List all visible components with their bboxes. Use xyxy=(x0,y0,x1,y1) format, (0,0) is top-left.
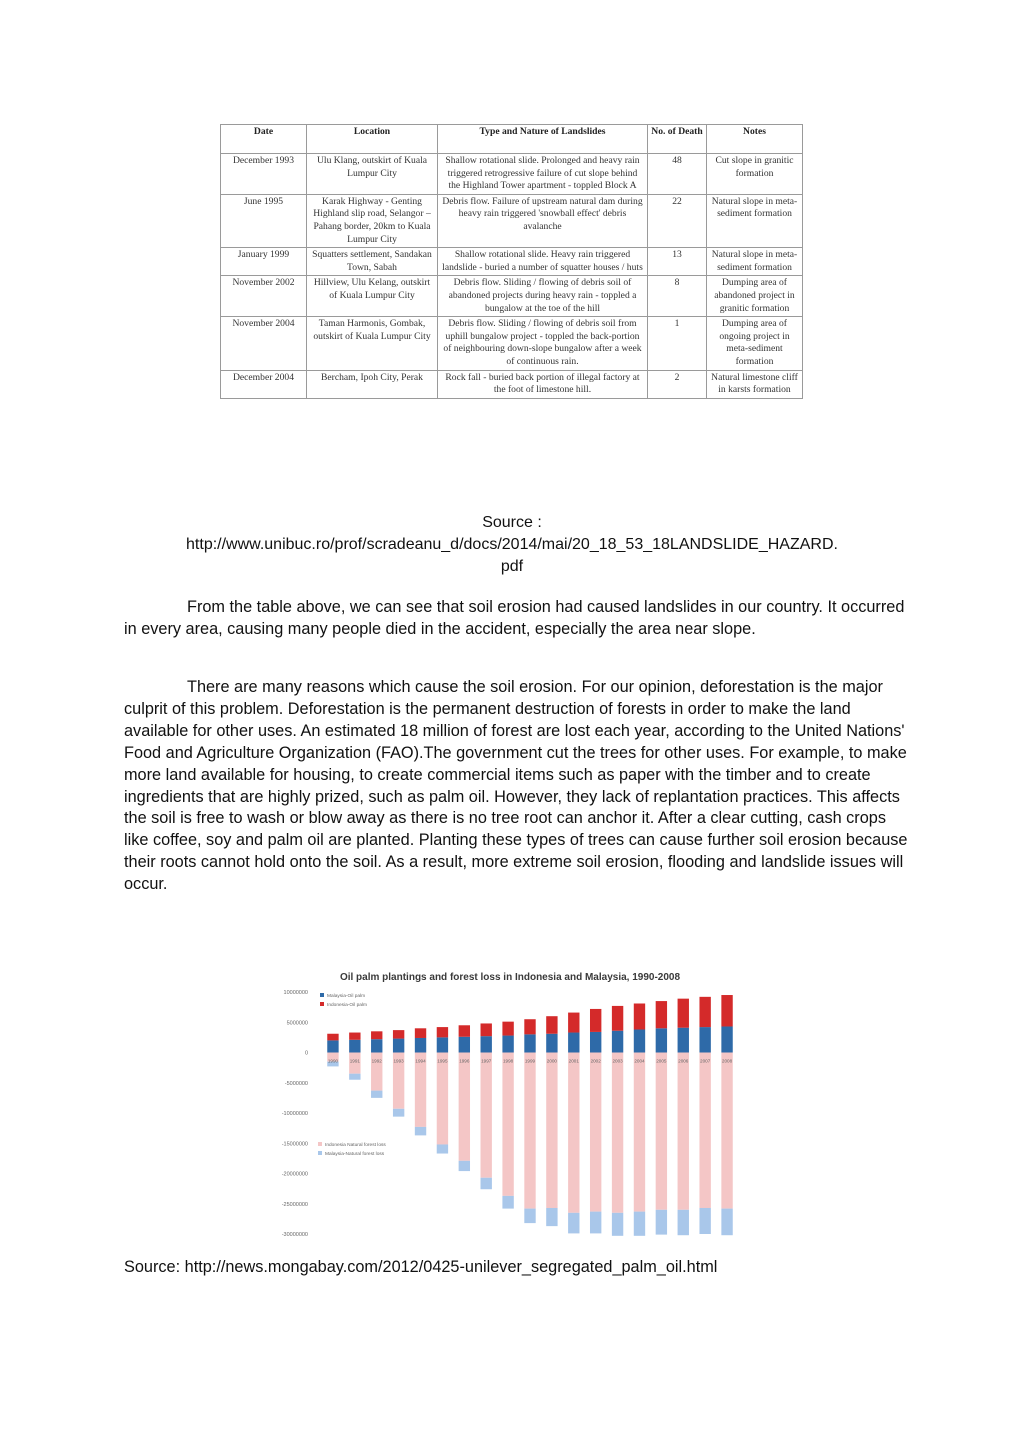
x-tick-label: 1992 xyxy=(371,1058,382,1064)
table-source-citation xyxy=(110,512,914,578)
bar-segment xyxy=(721,1053,732,1209)
cell-deaths: 8 xyxy=(648,276,707,317)
bar-segment xyxy=(546,1016,557,1034)
table-row xyxy=(221,317,803,370)
cell-deaths: 48 xyxy=(648,154,707,195)
bar-segment xyxy=(371,1031,382,1039)
x-tick-label: 1999 xyxy=(524,1058,536,1064)
x-tick-label: 2006 xyxy=(678,1058,689,1064)
bar-segment xyxy=(524,1053,535,1209)
bar-segment xyxy=(546,1034,557,1053)
table-row xyxy=(221,370,803,398)
legend-swatch xyxy=(320,993,324,997)
bar-segment xyxy=(634,1003,645,1029)
bar-segment xyxy=(656,1210,667,1235)
header-deaths: No. of Death xyxy=(648,125,707,154)
bar-segment xyxy=(437,1027,448,1037)
cell-notes: Natural slope in meta-sediment formation xyxy=(707,194,803,247)
cell-type: Rock fall - buried back portion of illegal factory at the foot of limestone hill. xyxy=(438,370,648,398)
bar-segment xyxy=(415,1038,426,1053)
x-tick-label: 2000 xyxy=(546,1058,558,1064)
legend-label: Malaysia-Natural forest loss xyxy=(325,1152,385,1157)
cell-location: Karak Highway - Genting Highland slip road, Selangor – Pahang border, 20km to Kuala Lumpur City xyxy=(307,194,438,247)
header-type: Type and Nature of Landslides xyxy=(438,125,648,154)
table-row xyxy=(221,154,803,195)
x-tick-label: 1994 xyxy=(415,1058,426,1064)
x-tick-label: 1995 xyxy=(437,1058,448,1064)
y-tick-label: 10000000 xyxy=(283,990,308,996)
bar-segment xyxy=(568,1213,579,1234)
cell-type: Debris flow. Failure of upstream natural dam during heavy rain triggered 'snowball effect' debris avalanche xyxy=(438,194,648,247)
bar-segment xyxy=(415,1028,426,1038)
table-row xyxy=(221,248,803,276)
cell-deaths: 22 xyxy=(648,194,707,247)
cell-location: Ulu Klang, outskirt of Kuala Lumpur City xyxy=(307,154,438,195)
bar-segment xyxy=(371,1039,382,1052)
source-label: Source : xyxy=(482,514,542,531)
bar-segment xyxy=(459,1025,470,1036)
bar-segment xyxy=(678,1210,689,1235)
landslide-table xyxy=(220,124,803,399)
bar-segment xyxy=(327,1034,338,1041)
bar-segment xyxy=(502,1196,513,1209)
cell-location: Hillview, Ulu Kelang, outskirt of Kuala Lumpur City xyxy=(307,276,438,317)
bar-segment xyxy=(459,1037,470,1053)
cell-date: December 2004 xyxy=(221,370,307,398)
body-paragraph-1 xyxy=(124,597,908,641)
bar-segment xyxy=(349,1033,360,1040)
bar-segment xyxy=(678,999,689,1028)
bar-segment xyxy=(634,1030,645,1053)
bar-segment xyxy=(590,1053,601,1212)
legend-swatch xyxy=(320,1002,324,1006)
bar-segment xyxy=(393,1039,404,1053)
cell-date: November 2004 xyxy=(221,317,307,370)
cell-type: Shallow rotational slide. Heavy rain triggered landslide - buried a number of squatter houses / huts xyxy=(438,248,648,276)
header-notes: Notes xyxy=(707,125,803,154)
table-row xyxy=(221,276,803,317)
cell-location: Bercham, Ipoh City, Perak xyxy=(307,370,438,398)
cell-location: Taman Harmonis, Gombak, outskirt of Kuala Lumpur City xyxy=(307,317,438,370)
cell-deaths: 13 xyxy=(648,248,707,276)
bar-segment xyxy=(721,1026,732,1052)
body-paragraph-2 xyxy=(124,677,908,896)
cell-type: Shallow rotational slide. Prolonged and heavy rain triggered retrogressive failure of cut slope behind the Highland Tower apartment - toppled Block A xyxy=(438,154,648,195)
bar-segment xyxy=(481,1023,492,1036)
bar-segment xyxy=(699,1053,710,1208)
cell-deaths: 2 xyxy=(648,370,707,398)
header-date: Date xyxy=(221,125,307,154)
paragraph-text: There are many reasons which cause the soil erosion. For our opinion, deforestation is the major culprit of this problem. Deforestation is the permanent destruction of forests in order to make the land available for other uses. An estimated 18 million of forest are lost each year, according to the United Nations' Food and Agriculture Organization (FAO).The government cut the trees for other uses. For example, to make more land available for housing, to create commercial items such as paper with the timber and to create ingredients that are highly prized, such as palm oil. However, they lack of replantation practices. This affects the soil is free to wash or blow away as there is no tree root can anchor it. After a clear cutting, cash crops like coffee, soy and palm oil are planted. Planting these types of trees can cause further soil erosion because their roots cannot hold onto the soil. As a result, more extreme soil erosion, flooding and landslide issues will occur. xyxy=(124,678,908,894)
y-tick-label: -20000000 xyxy=(281,1171,308,1178)
chart-source-citation: Source: http://news.mongabay.com/2012/0425-unilever_segregated_palm_oil.html xyxy=(124,1258,718,1276)
bar-segment xyxy=(699,997,710,1027)
bar-segment xyxy=(437,1037,448,1052)
bar-segment xyxy=(459,1161,470,1171)
y-tick-label: -5000000 xyxy=(284,1080,308,1087)
cell-type: Debris flow. Sliding / flowing of debris soil from uphill bungalow project - toppled the back-portion of neighbouring down-slope bungalow after a week of continuous rain. xyxy=(438,317,648,370)
legend-label: Malaysia-Oil palm xyxy=(327,994,366,999)
bar-segment xyxy=(612,1053,623,1213)
cell-location: Squatters settlement, Sandakan Town, Sabah xyxy=(307,248,438,276)
bar-segment xyxy=(481,1036,492,1052)
bar-segment xyxy=(699,1208,710,1234)
bar-segment xyxy=(437,1144,448,1153)
cell-deaths: 1 xyxy=(648,317,707,370)
bar-segment xyxy=(393,1030,404,1038)
y-tick-label: 0 xyxy=(304,1050,308,1057)
bar-segment xyxy=(612,1031,623,1053)
source-url-line2: pdf xyxy=(500,558,524,575)
bar-segment xyxy=(590,1212,601,1234)
x-tick-label: 1996 xyxy=(459,1058,470,1064)
x-tick-label: 2008 xyxy=(721,1058,733,1064)
bar-segment xyxy=(546,1208,557,1226)
table-header-row xyxy=(221,125,803,154)
bar-segment xyxy=(590,1009,601,1032)
header-location: Location xyxy=(307,125,438,154)
bar-segment xyxy=(415,1053,426,1127)
cell-notes: Dumping area of ongoing project in meta-sediment formation xyxy=(707,317,803,370)
bar-segment xyxy=(481,1053,492,1178)
bar-segment xyxy=(393,1109,404,1117)
bar-segment xyxy=(612,1006,623,1031)
cell-notes: Natural limestone cliff in karsts formation xyxy=(707,370,803,398)
bar-segment xyxy=(721,995,732,1026)
paragraph-text: From the table above, we can see that soil erosion had caused landslides in our country. It occurred in every area, causing many people died in the accident, especially the area near slope. xyxy=(124,598,905,638)
bar-segment xyxy=(502,1053,513,1196)
bar-segment xyxy=(568,1033,579,1053)
bar-segment xyxy=(502,1022,513,1036)
bar-segment xyxy=(349,1074,360,1080)
bar-segment xyxy=(437,1053,448,1145)
bar-segment xyxy=(524,1034,535,1052)
x-tick-label: 2002 xyxy=(590,1058,601,1064)
bar-segment xyxy=(721,1209,732,1236)
cell-date: December 1993 xyxy=(221,154,307,195)
x-tick-label: 2004 xyxy=(634,1058,645,1064)
x-tick-label: 1993 xyxy=(393,1058,404,1064)
table-row xyxy=(221,194,803,247)
bar-segment xyxy=(568,1053,579,1213)
x-tick-label: 1990 xyxy=(327,1058,339,1064)
x-tick-label: 1998 xyxy=(502,1058,514,1064)
bar-segment xyxy=(349,1040,360,1053)
x-tick-label: 1997 xyxy=(481,1058,492,1064)
cell-type: Debris flow. Sliding / flowing of debris soil of abandoned projects during heavy rain - toppled a bungalow at the toe of the hill xyxy=(438,276,648,317)
legend-label: Indonesia Natural forest loss xyxy=(325,1143,386,1148)
bar-segment xyxy=(415,1127,426,1135)
legend-label: Indonesia-Oil palm xyxy=(327,1003,367,1008)
oil-palm-forest-loss-chart xyxy=(258,962,742,1242)
cell-date: November 2002 xyxy=(221,276,307,317)
chart-title: Oil palm plantings and forest loss in Indonesia and Malaysia, 1990-2008 xyxy=(339,972,681,983)
cell-notes: Natural slope in meta-sediment formation xyxy=(707,248,803,276)
bar-segment xyxy=(459,1053,470,1161)
legend-swatch xyxy=(318,1142,322,1146)
y-tick-label: -25000000 xyxy=(281,1201,308,1208)
landslide-table-container xyxy=(220,124,802,399)
bar-segment xyxy=(678,1028,689,1053)
y-tick-label: -15000000 xyxy=(281,1141,308,1148)
bar-segment xyxy=(371,1091,382,1098)
bar-segment xyxy=(612,1213,623,1236)
x-tick-label: 2003 xyxy=(612,1058,623,1064)
bar-segment xyxy=(590,1032,601,1053)
cell-date: June 1995 xyxy=(221,194,307,247)
y-tick-label: -10000000 xyxy=(281,1111,308,1117)
x-tick-label: 2005 xyxy=(656,1058,667,1064)
bar-segment xyxy=(656,1028,667,1052)
y-tick-label: -30000000 xyxy=(281,1232,308,1238)
x-tick-label: 1991 xyxy=(349,1058,360,1064)
bar-segment xyxy=(656,1001,667,1028)
bar-segment xyxy=(568,1013,579,1033)
cell-notes: Dumping area of abandoned project in granitic formation xyxy=(707,276,803,317)
bar-segment xyxy=(699,1027,710,1052)
bar-segment xyxy=(502,1036,513,1053)
x-tick-label: 2001 xyxy=(568,1058,579,1064)
source-url-line1: http://www.unibuc.ro/prof/scradeanu_d/docs/2014/mai/20_18_53_18LANDSLIDE_HAZARD. xyxy=(186,536,838,553)
cell-date: January 1999 xyxy=(221,248,307,276)
bar-segment xyxy=(678,1053,689,1210)
y-tick-label: 5000000 xyxy=(286,1020,308,1027)
x-tick-label: 2007 xyxy=(700,1058,711,1064)
legend-swatch xyxy=(318,1151,322,1155)
cell-notes: Cut slope in granitic formation xyxy=(707,154,803,195)
bar-segment xyxy=(634,1212,645,1236)
bar-segment xyxy=(481,1178,492,1189)
bar-segment xyxy=(524,1019,535,1034)
bar-segment xyxy=(327,1040,338,1052)
bar-segment xyxy=(634,1053,645,1212)
bar-segment xyxy=(656,1053,667,1210)
bar-segment xyxy=(524,1209,535,1224)
bar-segment xyxy=(546,1053,557,1208)
